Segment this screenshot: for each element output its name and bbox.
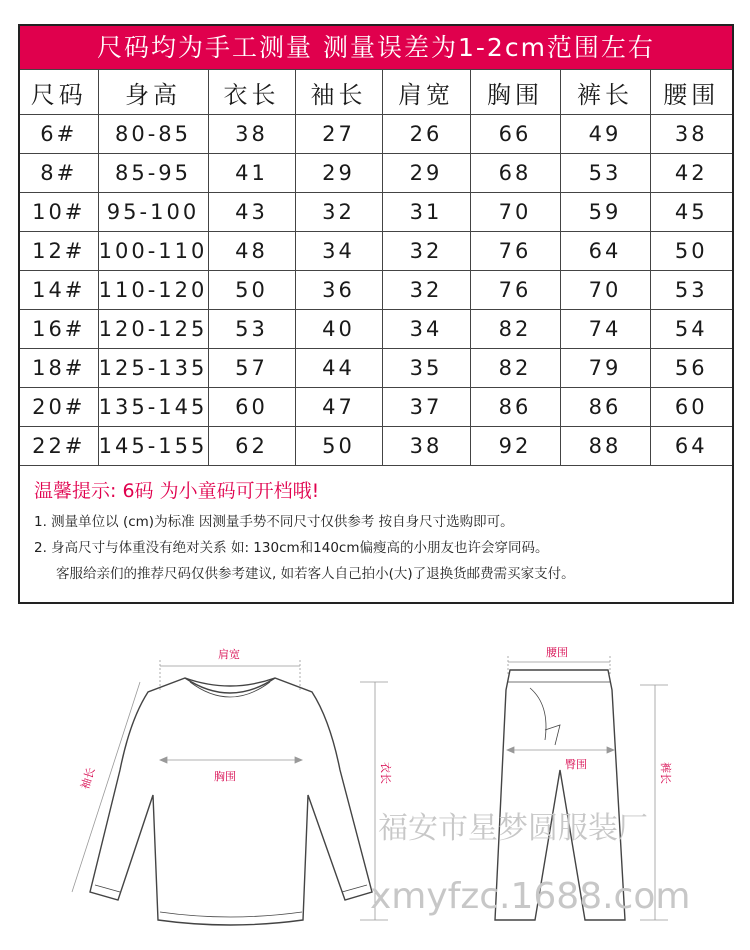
table-cell: 86 bbox=[470, 388, 560, 427]
table-cell: 82 bbox=[470, 310, 560, 349]
table-cell: 70 bbox=[470, 193, 560, 232]
table-cell: 47 bbox=[295, 388, 382, 427]
table-cell: 86 bbox=[560, 388, 650, 427]
table-cell: 22# bbox=[20, 427, 98, 466]
watermark-factory: 福安市星梦圆服装厂 bbox=[378, 811, 648, 846]
table-cell: 29 bbox=[382, 154, 470, 193]
table-cell: 62 bbox=[208, 427, 295, 466]
table-cell: 120-125 bbox=[98, 310, 208, 349]
size-table bbox=[20, 69, 732, 466]
column-header: 袖长 bbox=[295, 70, 382, 115]
table-cell: 29 bbox=[295, 154, 382, 193]
table-cell: 60 bbox=[650, 388, 732, 427]
table-cell: 49 bbox=[560, 115, 650, 154]
table-row bbox=[20, 427, 732, 466]
table-cell: 110-120 bbox=[98, 271, 208, 310]
size-chart bbox=[18, 24, 734, 604]
table-cell: 10# bbox=[20, 193, 98, 232]
table-cell: 53 bbox=[208, 310, 295, 349]
table-cell: 88 bbox=[560, 427, 650, 466]
table-row bbox=[20, 271, 732, 310]
table-cell: 43 bbox=[208, 193, 295, 232]
table-cell: 135-145 bbox=[98, 388, 208, 427]
table-cell: 54 bbox=[650, 310, 732, 349]
table-cell: 38 bbox=[650, 115, 732, 154]
table-row bbox=[20, 310, 732, 349]
shirt-illustration bbox=[90, 678, 372, 925]
table-row bbox=[20, 232, 732, 271]
warm-tip: 温馨提示: 6码 为小童码可开档哦! bbox=[34, 480, 320, 502]
table-cell: 48 bbox=[208, 232, 295, 271]
column-header: 腰围 bbox=[650, 70, 732, 115]
table-cell: 76 bbox=[470, 271, 560, 310]
column-header: 胸围 bbox=[470, 70, 560, 115]
measurement-diagram bbox=[0, 630, 750, 950]
chest-label: 胸围 bbox=[214, 770, 236, 783]
table-cell: 42 bbox=[650, 154, 732, 193]
note-line-1: 1. 测量单位以 (cm)为标准 因测量手势不同尺寸仅供参考 按自身尺寸选购即可。 bbox=[34, 514, 514, 530]
table-cell: 32 bbox=[382, 271, 470, 310]
pants-length-label: 裤长 bbox=[659, 762, 672, 784]
table-cell: 12# bbox=[20, 232, 98, 271]
table-cell: 82 bbox=[470, 349, 560, 388]
table-cell: 32 bbox=[382, 232, 470, 271]
table-cell: 6# bbox=[20, 115, 98, 154]
table-cell: 100-110 bbox=[98, 232, 208, 271]
table-row bbox=[20, 115, 732, 154]
table-cell: 70 bbox=[560, 271, 650, 310]
table-cell: 125-135 bbox=[98, 349, 208, 388]
table-cell: 145-155 bbox=[98, 427, 208, 466]
table-cell: 59 bbox=[560, 193, 650, 232]
table-row bbox=[20, 349, 732, 388]
table-cell: 44 bbox=[295, 349, 382, 388]
shoulder-label: 肩宽 bbox=[218, 648, 240, 661]
table-cell: 45 bbox=[650, 193, 732, 232]
notes-section bbox=[20, 466, 732, 585]
table-cell: 35 bbox=[382, 349, 470, 388]
note-line-3: 客服给亲们的推荐尺码仅供参考建议, 如若客人自己拍小(大)了退换货邮费需买家支付。 bbox=[56, 566, 575, 582]
table-cell: 36 bbox=[295, 271, 382, 310]
table-cell: 26 bbox=[382, 115, 470, 154]
table-cell: 57 bbox=[208, 349, 295, 388]
column-header: 裤长 bbox=[560, 70, 650, 115]
column-header: 尺码 bbox=[20, 70, 98, 115]
table-cell: 50 bbox=[295, 427, 382, 466]
table-cell: 68 bbox=[470, 154, 560, 193]
table-cell: 80-85 bbox=[98, 115, 208, 154]
table-cell: 8# bbox=[20, 154, 98, 193]
table-cell: 79 bbox=[560, 349, 650, 388]
banner-title: 尺码均为手工测量 测量误差为1-2cm范围左右 bbox=[20, 26, 732, 69]
table-cell: 66 bbox=[470, 115, 560, 154]
sleeve-label: 袖长 bbox=[78, 765, 98, 791]
table-cell: 20# bbox=[20, 388, 98, 427]
table-cell: 41 bbox=[208, 154, 295, 193]
table-cell: 14# bbox=[20, 271, 98, 310]
table-cell: 64 bbox=[650, 427, 732, 466]
length-label: 衣长 bbox=[379, 762, 392, 784]
table-cell: 27 bbox=[295, 115, 382, 154]
waist-label: 腰围 bbox=[546, 646, 568, 659]
table-row bbox=[20, 193, 732, 232]
table-cell: 34 bbox=[295, 232, 382, 271]
table-header-row bbox=[20, 70, 732, 115]
table-cell: 34 bbox=[382, 310, 470, 349]
table-cell: 60 bbox=[208, 388, 295, 427]
table-cell: 53 bbox=[650, 271, 732, 310]
table-cell: 38 bbox=[382, 427, 470, 466]
table-cell: 56 bbox=[650, 349, 732, 388]
table-cell: 92 bbox=[470, 427, 560, 466]
table-cell: 64 bbox=[560, 232, 650, 271]
column-header: 身高 bbox=[98, 70, 208, 115]
table-cell: 74 bbox=[560, 310, 650, 349]
table-cell: 95-100 bbox=[98, 193, 208, 232]
table-row bbox=[20, 154, 732, 193]
table-cell: 32 bbox=[295, 193, 382, 232]
table-row bbox=[20, 388, 732, 427]
table-cell: 16# bbox=[20, 310, 98, 349]
table-cell: 37 bbox=[382, 388, 470, 427]
column-header: 肩宽 bbox=[382, 70, 470, 115]
note-line-2: 2. 身高尺寸与体重没有绝对关系 如: 130cm和140cm偏瘦高的小朋友也许会穿同码。 bbox=[34, 540, 549, 556]
table-cell: 85-95 bbox=[98, 154, 208, 193]
table-cell: 31 bbox=[382, 193, 470, 232]
table-cell: 53 bbox=[560, 154, 650, 193]
table-cell: 50 bbox=[650, 232, 732, 271]
table-cell: 38 bbox=[208, 115, 295, 154]
table-cell: 40 bbox=[295, 310, 382, 349]
table-cell: 50 bbox=[208, 271, 295, 310]
table-cell: 18# bbox=[20, 349, 98, 388]
hip-label: 臀围 bbox=[565, 758, 587, 771]
column-header: 衣长 bbox=[208, 70, 295, 115]
table-cell: 76 bbox=[470, 232, 560, 271]
watermark-url: xmyfzc.1688.com bbox=[370, 876, 691, 917]
